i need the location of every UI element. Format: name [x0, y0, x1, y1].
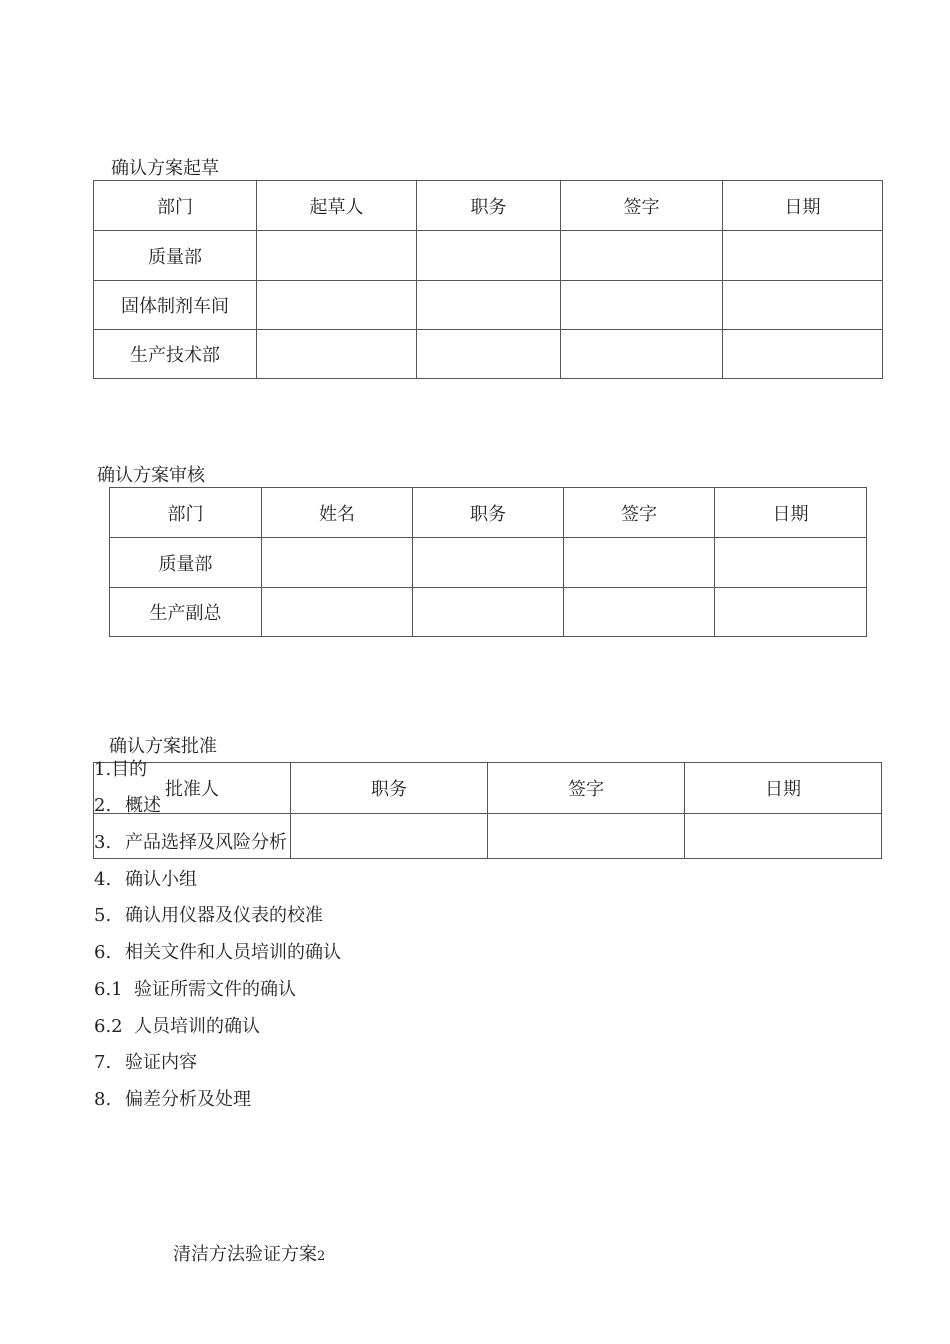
header-cell: 签字 — [564, 488, 715, 538]
table-cell — [257, 330, 417, 379]
toc-number: 7. — [94, 1052, 112, 1073]
toc-number: 6.1 — [94, 979, 123, 1000]
table-row — [94, 330, 883, 379]
toc-title: 确认用仪器及仪表的校准 — [125, 905, 323, 926]
table-row — [94, 231, 883, 281]
toc-number: 2. — [94, 795, 112, 816]
document-title: 清洁方法验证方案 — [173, 1244, 317, 1265]
table-row — [94, 281, 883, 330]
header-cell: 姓名 — [262, 488, 413, 538]
header-cell: 部门 — [94, 181, 257, 231]
toc-title: 目的 — [111, 759, 148, 780]
table-cell — [262, 588, 413, 637]
table-cell — [561, 281, 723, 330]
table-header-row — [94, 763, 882, 814]
toc-item — [94, 759, 147, 781]
header-cell: 签字 — [488, 763, 685, 814]
table-row — [110, 588, 867, 637]
toc-number: 6.2 — [94, 1016, 123, 1037]
toc-item — [94, 942, 341, 964]
toc-number: 6. — [94, 942, 112, 963]
table-cell — [413, 588, 564, 637]
toc-number: 4. — [94, 869, 112, 890]
review-table — [109, 487, 867, 637]
table-cell — [488, 814, 685, 859]
table-cell — [291, 814, 488, 859]
header-cell: 部门 — [110, 488, 262, 538]
header-cell: 日期 — [715, 488, 867, 538]
draft-table — [93, 180, 883, 379]
table-cell — [257, 231, 417, 281]
department-cell: 生产副总 — [110, 588, 262, 637]
table-cell — [723, 281, 883, 330]
header-cell: 职务 — [417, 181, 561, 231]
toc-title: 验证内容 — [125, 1052, 197, 1073]
toc-item — [94, 1089, 251, 1111]
page-number: 2 — [317, 1249, 326, 1264]
department-cell: 质量部 — [110, 538, 262, 588]
draft-caption: 确认方案起草 — [111, 158, 219, 179]
toc-number: 1. — [94, 759, 112, 780]
department-cell: 生产技术部 — [94, 330, 257, 379]
approval-caption: 确认方案批准 — [109, 736, 217, 757]
table-row — [110, 538, 867, 588]
toc-title: 概述 — [125, 795, 161, 816]
toc-number: 8. — [94, 1089, 112, 1110]
table-cell — [257, 281, 417, 330]
department-cell: 固体制剂车间 — [94, 281, 257, 330]
header-cell: 职务 — [291, 763, 488, 814]
department-cell: 质量部 — [94, 231, 257, 281]
page-footer — [173, 1240, 325, 1266]
header-cell: 日期 — [685, 763, 882, 814]
table-cell — [723, 330, 883, 379]
header-cell: 起草人 — [257, 181, 417, 231]
header-cell: 签字 — [561, 181, 723, 231]
table-header-row — [94, 181, 883, 231]
table-cell — [561, 330, 723, 379]
table-cell — [262, 538, 413, 588]
toc-number: 3. — [94, 832, 112, 853]
table-cell — [564, 538, 715, 588]
table-cell — [417, 231, 561, 281]
toc-title: 确认小组 — [125, 869, 197, 890]
review-caption: 确认方案审核 — [97, 465, 205, 486]
table-cell — [417, 281, 561, 330]
table-cell — [685, 814, 882, 859]
toc-number: 5. — [94, 905, 112, 926]
toc-title: 验证所需文件的确认 — [134, 979, 296, 1000]
table-header-row — [110, 488, 867, 538]
header-cell: 职务 — [413, 488, 564, 538]
header-cell: 批准人 — [94, 763, 291, 814]
toc-item — [94, 1052, 197, 1074]
toc-title: 人员培训的确认 — [134, 1016, 260, 1037]
toc-item — [94, 1016, 260, 1038]
toc-item — [94, 795, 161, 817]
toc-item — [94, 905, 323, 927]
toc-item — [94, 832, 287, 854]
table-cell — [413, 538, 564, 588]
toc-title: 相关文件和人员培训的确认 — [125, 942, 341, 963]
table-cell — [417, 330, 561, 379]
table-cell — [561, 231, 723, 281]
toc-title: 偏差分析及处理 — [125, 1089, 251, 1110]
toc-title: 产品选择及风险分析 — [125, 832, 287, 853]
toc-item — [94, 979, 296, 1001]
table-cell — [723, 231, 883, 281]
table-cell — [715, 538, 867, 588]
toc-item — [94, 869, 197, 891]
table-cell — [564, 588, 715, 637]
table-cell — [715, 588, 867, 637]
header-cell: 日期 — [723, 181, 883, 231]
